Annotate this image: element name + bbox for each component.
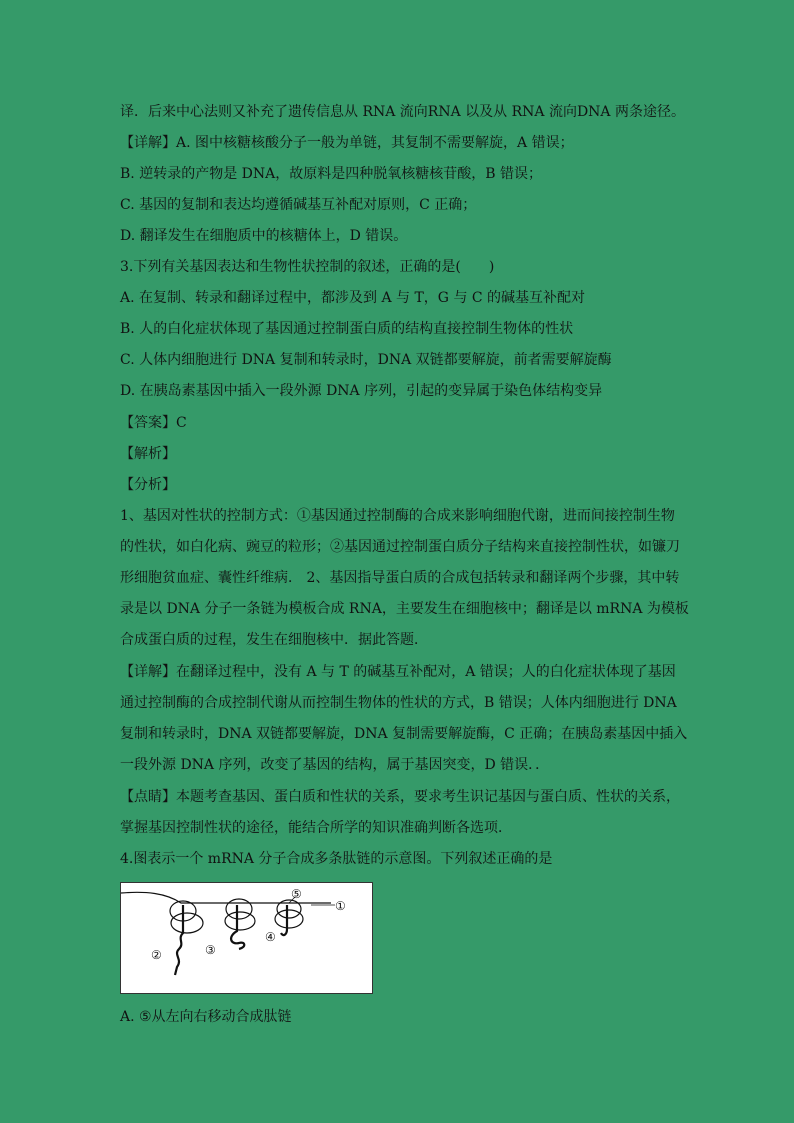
question-4-stem: 4.图表示一个 mRNA 分子合成多条肽链的示意图。下列叙述正确的是 <box>120 851 553 867</box>
label-4: ④ <box>265 930 276 944</box>
text-line-1: 译．后来中心法则又补充了遗传信息从 RNA 流向RNA 以及从 RNA 流向DNA 两条途径。 <box>120 104 685 120</box>
detail-line-2: 通过控制酶的合成控制代谢从而控制生物体的性状的方式，B 错误；人体内细胞进行 DNA <box>120 695 677 711</box>
option-a-q4: A. ⑤从左向右移动合成肽链 <box>120 1009 292 1025</box>
ribosome-2-large <box>226 899 252 919</box>
label-1: ① <box>335 899 346 913</box>
question-3-stem: 3.下列有关基因表达和生物性状控制的叙述，正确的是( ) <box>120 259 495 275</box>
option-d: D. 在胰岛素基因中插入一段外源 DNA 序列，引起的变异属于染色体结构变异 <box>120 383 603 399</box>
option-a: A. 在复制、转录和翻译过程中，都涉及到 A 与 T，G 与 C 的碱基互补配对 <box>120 290 586 306</box>
text-line-2: 【详解】A. 图中核糖核酸分子一般为单链，其复制不需要解旋，A 错误； <box>120 135 574 151</box>
ribosome-2-small <box>225 912 255 930</box>
detail-line-1: 【详解】在翻译过程中，没有 A 与 T 的碱基互补配对，A 错误；人的白化症状体现了基因 <box>120 664 676 680</box>
label-3: ③ <box>205 943 216 957</box>
text-line-3: B. 逆转录的产物是 DNA，故原料是四种脱氧核糖核苷酸，B 错误； <box>120 166 542 182</box>
ribosome-1-small <box>171 913 203 933</box>
answer-label: 【答案】C <box>120 415 187 431</box>
ribosome-3-small <box>275 910 303 928</box>
detail-line-3: 复制和转录时，DNA 双链都要解旋，DNA 复制需要解旋酶，C 正确；在胰岛素基因中插入 <box>120 726 688 742</box>
analysis-line-3: 形细胞贫血症、囊性纤维病． 2、基因指导蛋白质的合成包括转录和翻译两个步骤，其中转 <box>120 570 680 586</box>
label-5: ⑤ <box>291 887 302 901</box>
analysis-line-1: 1、基因对性状的控制方式：①基因通过控制酶的合成来影响细胞代谢，进而间接控制生物 <box>120 508 675 524</box>
detail-line-4: 一段外源 DNA 序列，改变了基因的结构，属于基因突变，D 错误．． <box>120 757 550 773</box>
analysis-line-5: 合成蛋白质的过程，发生在细胞核中．据此答题． <box>120 632 428 648</box>
peptide-chain-4 <box>281 905 287 935</box>
text-line-4: C. 基因的复制和表达均遵循碱基互补配对原则，C 正确； <box>120 197 477 213</box>
label-2: ② <box>151 948 162 962</box>
option-b: B. 人的白化症状体现了基因通过控制蛋白质的结构直接控制生物体的性状 <box>120 321 574 337</box>
translation-diagram <box>120 882 373 994</box>
text-line-5: D. 翻译发生在细胞质中的核糖体上，D 错误。 <box>120 228 408 244</box>
option-c: C. 人体内细胞进行 DNA 复制和转录时，DNA 双链都要解旋，前者需要解旋酶 <box>120 352 612 368</box>
analysis-line-2: 的性状，如白化病、豌豆的粒形；②基因通过控制蛋白质分子结构来直接控制性状，如镰刀 <box>120 539 680 555</box>
analysis-line-4: 录是以 DNA 分子一条链为模板合成 RNA，主要发生在细胞核中；翻译是以 mRNA 为模板 <box>120 601 689 617</box>
analysis-label: 【解析】 <box>120 446 176 462</box>
comment-line-1: 【点睛】本题考查基因、蛋白质和性状的关系，要求考生识记基因与蛋白质、性状的关系， <box>120 789 680 805</box>
comment-line-2: 掌握基因控制性状的途径，能结合所学的知识准确判断各选项． <box>120 820 512 836</box>
analysis-sub-label: 【分析】 <box>120 477 176 493</box>
